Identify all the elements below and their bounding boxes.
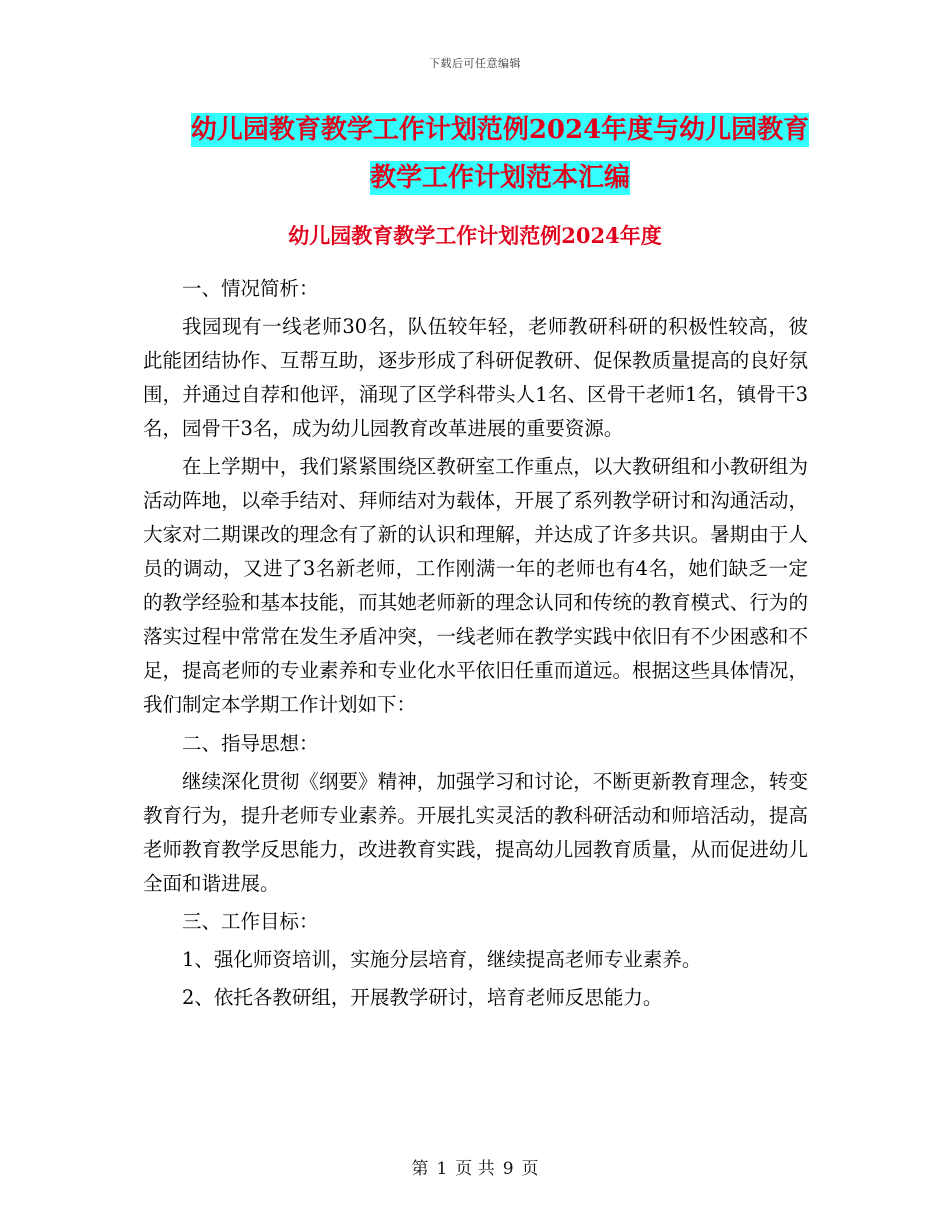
header-note: 下载后可任意编辑 bbox=[429, 57, 521, 70]
goal-item-1: 1、强化师资培训，实施分层培育，继续提高老师专业素养。 bbox=[182, 947, 702, 971]
heading-work-goals: 三、工作目标： bbox=[182, 909, 319, 933]
paragraph-situation: 我园现有一线老师30名，队伍较年轻，老师教研科研的积极性较高，彼此能团结协作、互帮互助，逐步形成了科研促教研、促保教质量提高的良好氛围，并通过自荐和他评，涌现了区学科带头人1名、区骨干老师1名，镇骨干3名，园骨干3名，成为幼儿园教育改革进展的重要资源。 bbox=[143, 315, 808, 440]
paragraph-last-term: 在上学期中，我们紧紧围绕区教研室工作重点，以大教研组和小教研组为活动阵地，以牵手结对、拜师结对为载体，开展了系列教学研讨和沟通活动，大家对二期课改的理念有了新的认识和理解，并达成了许多共识。暑期由于人员的调动，又进了3名新老师，工作刚满一年的老师也有4名，她们缺乏一定的教学经验和基本技能，而其她老师新的理念认同和传统的教育模式、行为的落实过程中常常在发生矛盾冲突，一线老师在教学实践中依旧有不少困惑和不足，提高老师的专业素养和专业化水平依旧任重而道远。根据这些具体情况，我们制定本学期工作计划如下： bbox=[143, 455, 808, 717]
body-text bbox=[143, 272, 808, 1019]
goal-item-2: 2、依托各教研组，开展教学研讨，培育老师反思能力。 bbox=[182, 986, 663, 1010]
footer-suffix: 页 bbox=[521, 1159, 539, 1179]
page-footer bbox=[0, 1154, 950, 1179]
page-number: 1 bbox=[436, 1159, 448, 1179]
paragraph-guiding-idea: 继续深化贯彻《纲要》精神，加强学习和讨论，不断更新教育理念，转变教育行为，提升老师专业素养。开展扎实灵活的教科研活动和师培活动，提高老师教育教学反思能力，改进教育实践，提高幼儿园教育质量，从而促进幼儿全面和谐进展。 bbox=[143, 769, 808, 895]
total-pages: 9 bbox=[502, 1159, 514, 1179]
footer-mid: 页 共 bbox=[455, 1159, 495, 1179]
section-title: 幼儿园教育教学工作计划范例2024年度 bbox=[288, 223, 662, 248]
title-line-1: 幼儿园教育教学工作计划范例2024年度与幼儿园教育 bbox=[190, 115, 810, 145]
title-line-2: 教学工作计划范本汇编 bbox=[369, 163, 630, 193]
footer-prefix: 第 bbox=[411, 1159, 429, 1179]
document-title bbox=[120, 106, 880, 202]
heading-guiding-idea: 二、指导思想： bbox=[182, 731, 319, 755]
heading-situation: 一、情况简析： bbox=[182, 277, 319, 300]
